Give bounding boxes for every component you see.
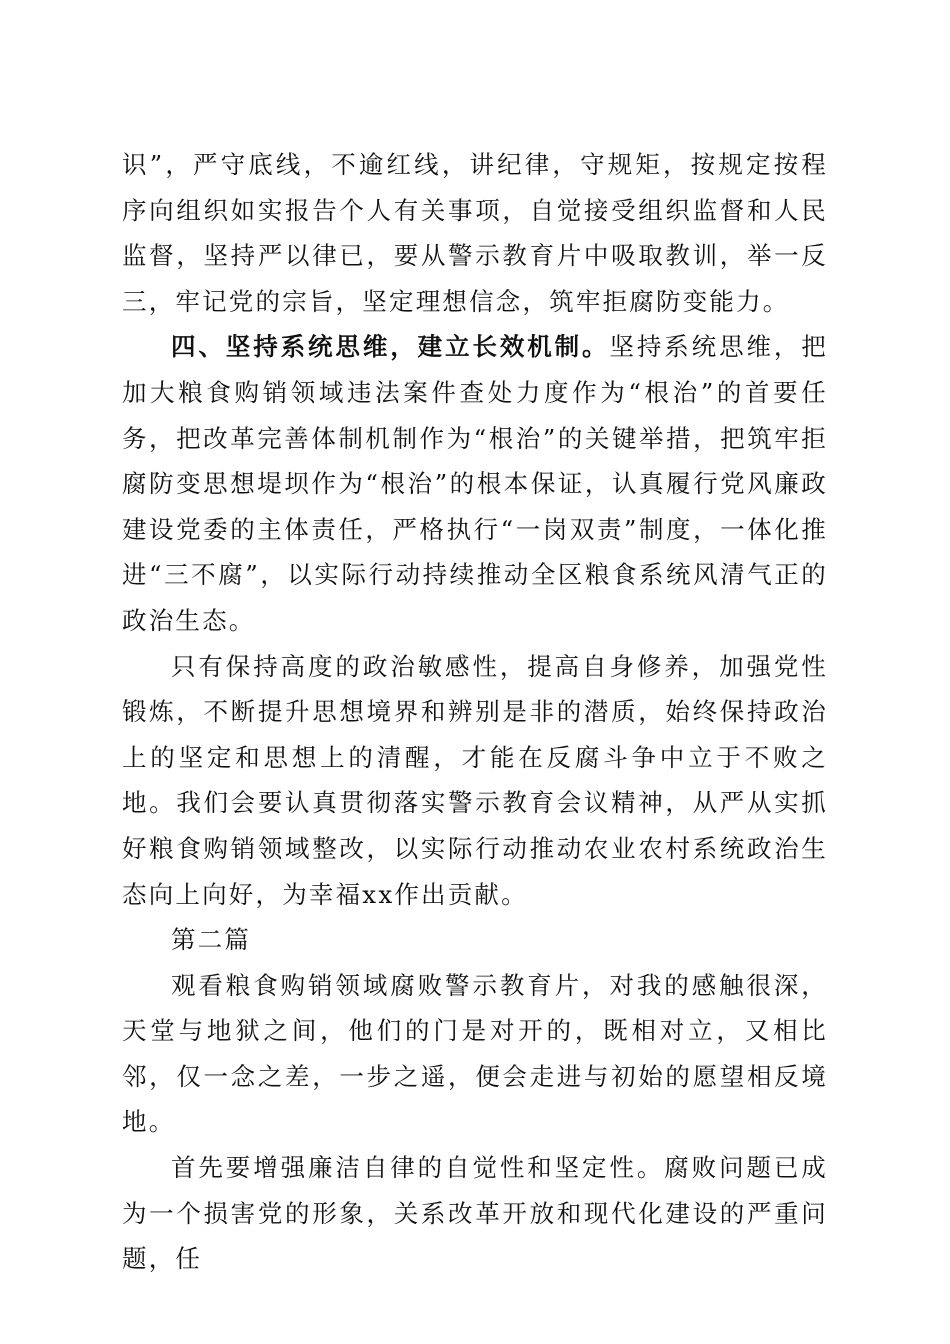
paragraph-2: [122, 324, 828, 643]
paragraph-4: 观看粮食购销领域腐败警示教育片，对我的感触很深，天堂与地狱之间，他们的门是对开的，既相对立，又相比邻，仅一念之差，一步之遥，便会走进与初始的愿望相反境地。: [122, 970, 828, 1137]
paragraph-5: 首先要增强廉洁自律的自觉性和坚定性。腐败问题已成为一个损害党的形象，关系改革开放和现代化建设的严重问题，任: [122, 1153, 828, 1274]
section-heading-four: 四、坚持系统思维，建立长效机制。: [171, 332, 610, 362]
paragraph-2-body: 坚持系统思维，把加大粮食购销领域违法案件查处力度作为“根治”的首要任务，把改革完善体制机制作为“根治”的关键举措，把筑牢拒腐防变思想堤坝作为“根治”的根本保证，认真履行党风廉政建设党委的主体责任，严格执行“一岗双责”制度，一体化推进“三不腐”，以实际行动持续推动全区粮食系统风清气正的政治生态。: [122, 332, 828, 635]
paragraph-3: 只有保持高度的政治敏感性，提高自身修养，加强党性锻炼，不断提升思想境界和辨别是非的潜质，始终保持政治上的坚定和思想上的清醒，才能在反腐斗争中立于不败之地。我们会要认真贯彻落实警示教育会议精神，从严从实抓好粮食购销领域整改，以实际行动推动农业农村系统政治生态向上向好，为幸福xx作出贡献。: [122, 651, 828, 909]
paragraph-1: 识”，严守底线，不逾红线，讲纪律，守规矩，按规定按程序向组织如实报告个人有关事项，自觉接受组织监督和人民监督，坚持严以律已，要从警示教育片中吸取教训，举一反三，牢记党的宗旨，坚定理想信念，筑牢拒腐防变能力。: [122, 150, 828, 316]
document-body: [122, 142, 828, 1282]
section-title-second: 第二篇: [171, 925, 252, 955]
